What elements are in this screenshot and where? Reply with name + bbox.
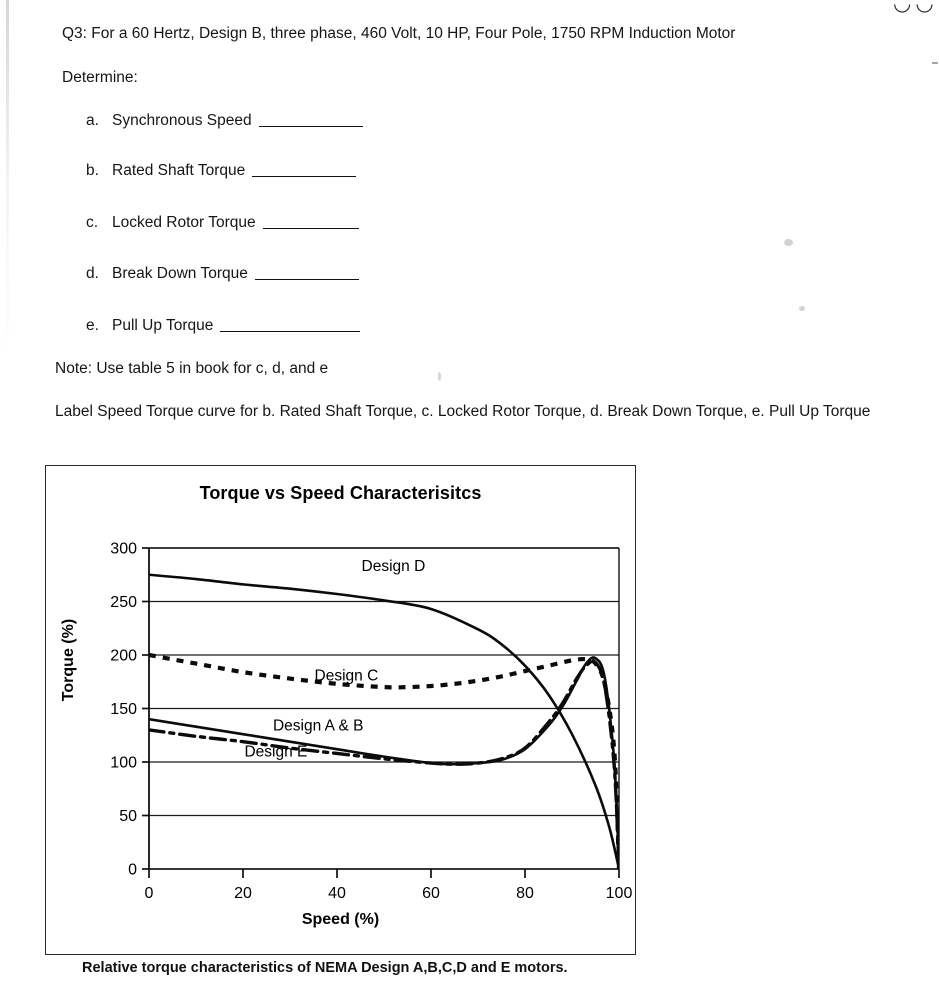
answer-blank-e[interactable] <box>220 331 360 332</box>
answer-blank-a[interactable] <box>259 126 363 127</box>
answer-blank-d[interactable] <box>255 279 359 280</box>
list-marker: d. <box>86 265 99 282</box>
y-tick-label: 250 <box>110 594 137 611</box>
y-tick-label: 0 <box>128 861 137 879</box>
list-item-e <box>86 317 360 335</box>
series-design-e <box>149 661 619 869</box>
list-item-a <box>86 112 363 130</box>
list-item-label: Synchronous Speed <box>112 112 252 129</box>
y-tick-label: 150 <box>110 701 137 718</box>
annotation-design-d: Design D <box>361 558 426 576</box>
annotation-design-a-b: Design A & B <box>272 717 364 735</box>
scan-speck-artifact <box>438 372 441 381</box>
y-tick-label: 200 <box>110 647 137 665</box>
y-tick-label: 100 <box>110 754 137 772</box>
torque-speed-plot <box>46 466 637 956</box>
y-axis-label: Torque (%) <box>60 618 77 702</box>
series-design-a-b <box>149 657 619 869</box>
list-item-label: Locked Rotor Torque <box>112 214 256 231</box>
list-item-b <box>86 162 356 180</box>
scan-edge-artifact <box>6 0 9 360</box>
scan-tick-artifact <box>932 62 938 64</box>
list-marker: c. <box>86 214 99 231</box>
answer-blank-b[interactable] <box>252 176 356 177</box>
question-heading: Q3: For a 60 Hertz, Design B, three phase, 460 Volt, 10 HP, Four Pole, 1750 RPM Induction Motor <box>62 25 736 42</box>
annotation-design-c: Design C <box>314 667 379 685</box>
figure-container <box>45 465 636 955</box>
x-tick-label: 100 <box>605 885 633 902</box>
scan-speck-artifact <box>799 306 805 311</box>
x-tick-label: 80 <box>516 885 534 902</box>
list-item-label: Break Down Torque <box>112 265 248 282</box>
list-item-d <box>86 265 359 283</box>
note-text: Note: Use table 5 in book for c, d, and e <box>55 360 329 377</box>
figure-caption: Relative torque characteristics of NEMA Design A,B,C,D and E motors. <box>82 960 568 976</box>
y-tick-label: 300 <box>110 540 137 558</box>
x-tick-label: 40 <box>328 885 346 902</box>
list-marker: a. <box>86 112 99 129</box>
list-item-label: Pull Up Torque <box>112 317 214 334</box>
label-instruction-text: Label Speed Torque curve for b. Rated Shaft Torque, c. Locked Rotor Torque, d. Break Down Torque, e. Pull Up Torque <box>55 403 871 420</box>
y-tick-label: 50 <box>119 808 137 825</box>
list-item-label: Rated Shaft Torque <box>112 162 246 179</box>
list-marker: e. <box>86 317 99 334</box>
x-axis-label: Speed (%) <box>301 911 380 928</box>
x-tick-label: 0 <box>144 885 154 902</box>
annotation-design-e: Design E <box>244 743 308 761</box>
list-marker: b. <box>86 162 99 179</box>
x-tick-label: 20 <box>234 885 252 902</box>
chart-title: Torque vs Speed Characterisitcs <box>199 483 482 503</box>
page-bleed-glyph: ◡◡ <box>893 0 938 15</box>
answer-blank-c[interactable] <box>263 228 359 229</box>
scan-speck-artifact <box>784 239 793 246</box>
x-tick-label: 60 <box>422 885 440 902</box>
determine-label: Determine: <box>62 69 138 86</box>
list-item-c <box>86 214 359 232</box>
